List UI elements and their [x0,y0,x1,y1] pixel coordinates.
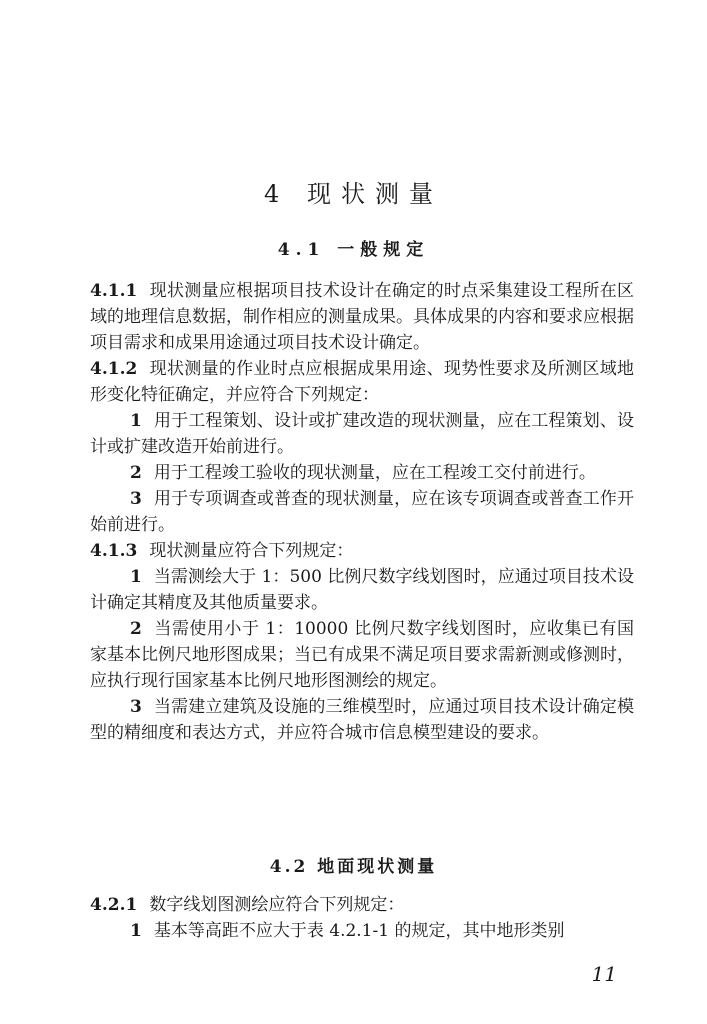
item-number: 2 [130,619,142,639]
item-number: 1 [130,567,142,587]
item-text: 当需使用小于 1：10000 比例尺数字线划图时，应收集已有国家基本比例尺地形图成果；当已有成果不满足项目要求需新测或修测时，应执行现行国家基本比例尺地形图测绘的规定。 [90,619,634,691]
clause-4-2-1 [90,892,634,918]
list-item [90,694,634,746]
item-text: 用于工程策划、设计或扩建改造的现状测量，应在工程策划、设计或扩建改造开始前进行。 [90,411,634,457]
page-number: 11 [591,962,617,986]
list-item [90,486,634,538]
clause-4-1-1 [90,278,634,356]
section-title-4-2: 4.2 地面现状测量 [269,857,438,877]
section-4-1-body [90,278,634,746]
clause-text: 数字线划图测绘应符合下列规定： [149,895,405,915]
section-4-2-body [90,892,634,944]
chapter-title: 4 现状测量 [264,180,443,208]
item-number: 3 [130,697,142,717]
item-text: 基本等高距不应大于表 4.2.1-1 的规定，其中地形类别 [153,921,565,941]
item-number: 1 [130,411,142,431]
clause-number: 4.1.2 [90,359,138,379]
item-text: 当需建立建筑及设施的三维模型时，应通过项目技术设计确定模型的精细度和表达方式，并应符合城市信息模型建设的要求。 [90,697,634,743]
clause-4-1-2 [90,356,634,408]
item-number: 1 [130,921,142,941]
clause-text: 现状测量应符合下列规定： [149,541,354,561]
item-text: 用于专项调查或普查的现状测量，应在该专项调查或普查工作开始前进行。 [90,489,634,535]
clause-text: 现状测量的作业时点应根据成果用途、现势性要求及所测区域地形变化特征确定，并应符合下列规定： [90,359,634,405]
section-title-4-1: 4.1 一般规定 [277,240,430,260]
clause-4-1-3 [90,538,634,564]
clause-number: 4.1.1 [90,281,138,301]
clause-text: 现状测量应根据项目技术设计在确定的时点采集建设工程所在区域的地理信息数据，制作相应的测量成果。具体成果的内容和要求应根据项目需求和成果用途通过项目技术设计确定。 [90,281,634,353]
item-text: 当需测绘大于 1：500 比例尺数字线划图时，应通过项目技术设计确定其精度及其他质量要求。 [90,567,634,613]
list-item [90,616,634,694]
item-number: 3 [130,489,142,509]
item-number: 2 [130,463,142,483]
clause-number: 4.2.1 [90,895,138,915]
clause-number: 4.1.3 [90,541,138,561]
list-item [90,918,634,944]
list-item [90,408,634,460]
item-text: 用于工程竣工验收的现状测量，应在工程竣工交付前进行。 [153,463,596,483]
list-item [90,564,634,616]
list-item [90,460,634,486]
